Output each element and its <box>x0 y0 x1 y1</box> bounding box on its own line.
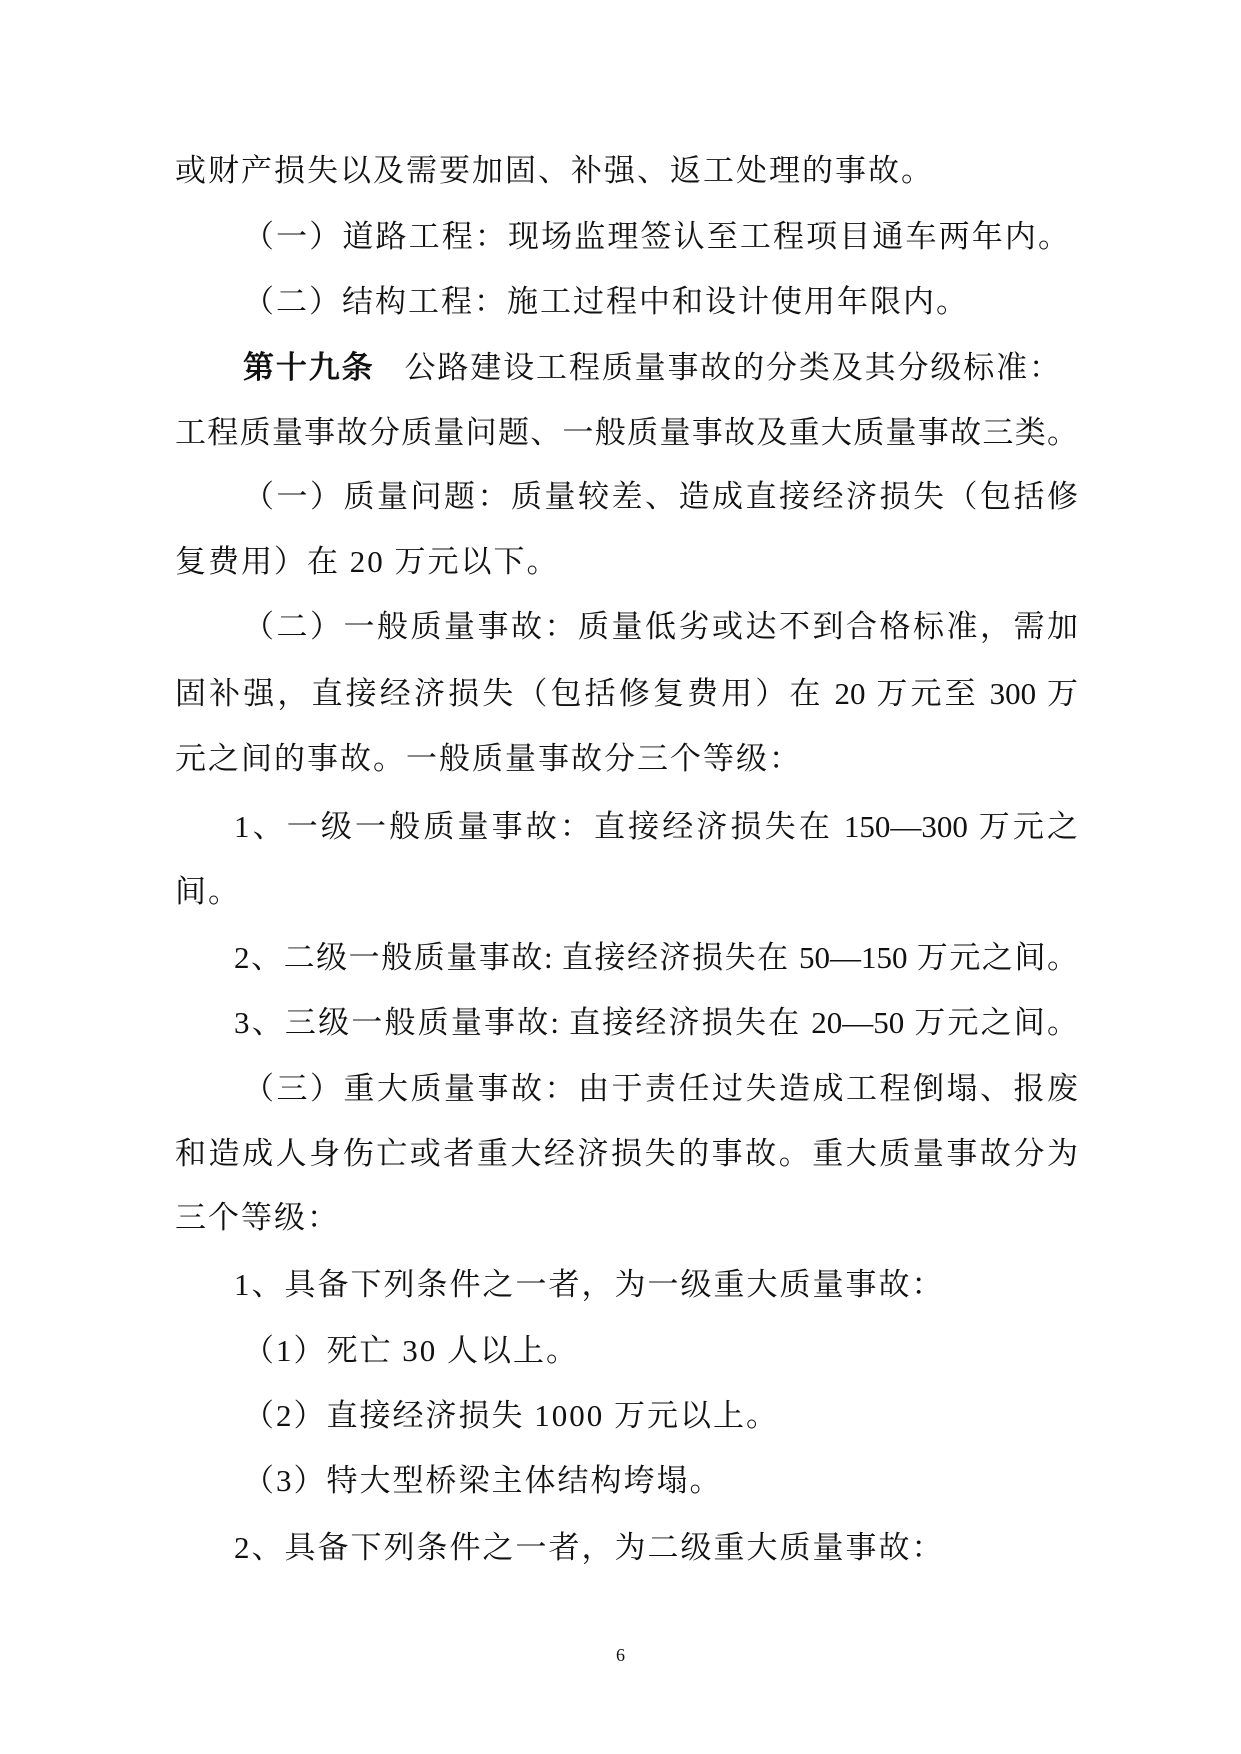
text-line: 1、一级一般质量事故：直接经济损失在 150—300 万元之 <box>234 809 1078 844</box>
text-line: 元之间的事故。一般质量事故分三个等级： <box>175 741 802 776</box>
text-line: （一）质量问题：质量较差、造成直接经济损失（包括修 <box>243 479 1078 514</box>
text-line: 2、具备下列条件之一者，为二级重大质量事故： <box>234 1530 945 1565</box>
text-line: （一）道路工程：现场监理签认至工程项目通车两年内。 <box>243 219 1069 254</box>
text-line: （1）死亡 30 人以上。 <box>243 1333 579 1368</box>
text-line: 2、二级一般质量事故: 直接经济损失在 50—150 万元之间。 <box>234 940 1078 975</box>
text-line: （三）重大质量事故：由于责任过失造成工程倒塌、报废 <box>243 1071 1078 1106</box>
text-line: 固补强，直接经济损失（包括修复费用）在 20 万元至 300 万 <box>175 676 1078 711</box>
article-heading: 第十九条 <box>243 350 375 385</box>
text-line: 复费用）在 20 万元以下。 <box>175 544 560 579</box>
text-line: 工程质量事故分质量问题、一般质量事故及重大质量事故三类。 <box>175 415 1078 450</box>
text-line: （二）一般质量事故：质量低劣或达不到合格标准，需加 <box>243 609 1078 644</box>
article-line <box>243 348 1060 388</box>
text-line: （3）特大型桥梁主体结构垮塌。 <box>243 1463 723 1498</box>
text-line: （2）直接经济损失 1000 万元以上。 <box>243 1398 779 1433</box>
text-line: 三个等级： <box>175 1200 340 1235</box>
page-number: 6 <box>616 1645 625 1665</box>
text-line: 1、具备下列条件之一者，为一级重大质量事故： <box>234 1267 945 1302</box>
text-line: （二）结构工程：施工过程中和设计使用年限内。 <box>243 284 969 319</box>
text-line: 3、三级一般质量事故: 直接经济损失在 20—50 万元之间。 <box>234 1005 1078 1040</box>
article-intro: 公路建设工程质量事故的分类及其分级标准： <box>404 350 1061 385</box>
text-line: 和造成人身伤亡或者重大经济损失的事故。重大质量事故分为 <box>175 1136 1078 1171</box>
text-line: 或财产损失以及需要加固、补强、返工处理的事故。 <box>175 153 934 188</box>
text-line: 间。 <box>175 874 241 909</box>
